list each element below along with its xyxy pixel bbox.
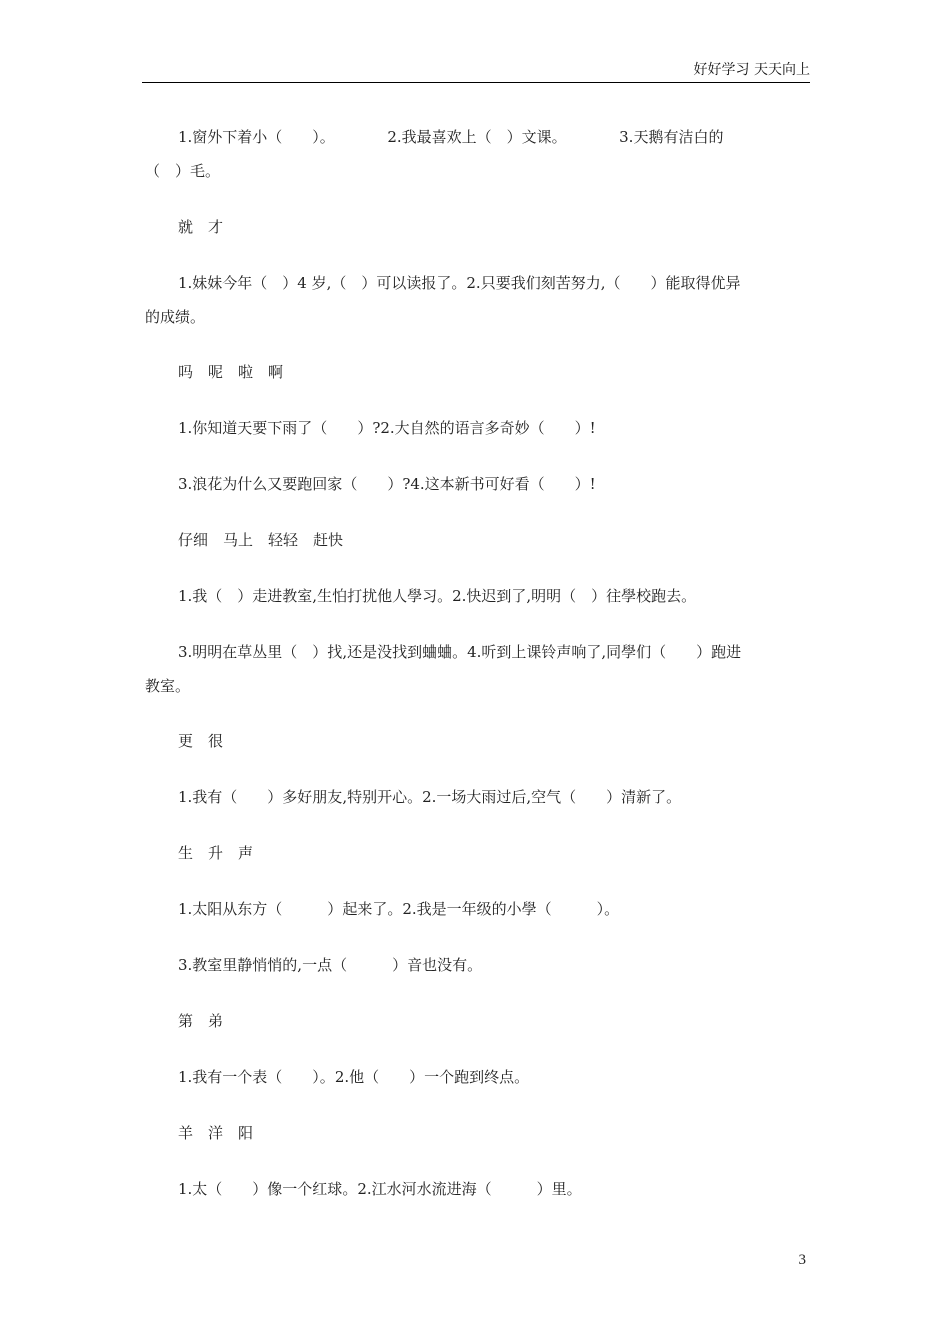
word-options: 就 才	[178, 218, 224, 236]
word-options: 仔细 马上 轻轻 赶快	[178, 531, 344, 549]
text-line: 1.太阳从东方（ ）起来了。2.我是一年级的小學（ ）。	[178, 900, 620, 918]
text-line: 3.明明在草丛里（ ）找,还是没找到蛐蛐。4.听到上课铃声响了,同學们（ ）跑进	[178, 643, 742, 661]
text-line: 的成绩。	[145, 308, 206, 326]
word-options: 羊 洋 阳	[178, 1124, 254, 1142]
page-number: 3	[798, 1252, 806, 1268]
text-line: 1.我有（ ）多好朋友,特别开心。2.一场大雨过后,空气（ ）清新了。	[178, 788, 682, 806]
text-line: 3.浪花为什么又要跑回家（ ）?4.这本新书可好看（ ）!	[178, 475, 596, 493]
text-line: 1.你知道天要下雨了（ ）?2.大自然的语言多奇妙（ ）!	[178, 419, 596, 437]
word-options: 吗 呢 啦 啊	[178, 363, 284, 381]
text-line: 教室。	[145, 677, 191, 695]
text-line: 1.我有一个表（ ）。2.他（ ）一个跑到终点。	[178, 1068, 530, 1086]
header-title: 好好学习 天天向上	[693, 62, 810, 78]
text-line: 1.窗外下着小（ ）。 2.我最喜欢上（ ）文课。 3.天鹅有洁白的	[178, 128, 724, 146]
text-line: 1.妹妹今年（ ）4 岁,（ ）可以读报了。2.只要我们刻苦努力,（ ）能取得优异	[178, 274, 741, 292]
word-options: 更 很	[178, 732, 224, 750]
text-line: 1.太（ ）像一个红球。2.江水河水流进海（ ）里。	[178, 1180, 582, 1198]
word-options: 生 升 声	[178, 844, 254, 862]
word-options: 第 弟	[178, 1012, 224, 1030]
text-line: （ ）毛。	[145, 162, 221, 180]
text-line: 3.教室里静悄悄的,一点（ ）音也没有。	[178, 956, 483, 974]
page-header	[142, 60, 810, 83]
text-line: 1.我（ ）走进教室,生怕打扰他人學习。2.快迟到了,明明（ ）往學校跑去。	[178, 587, 697, 605]
